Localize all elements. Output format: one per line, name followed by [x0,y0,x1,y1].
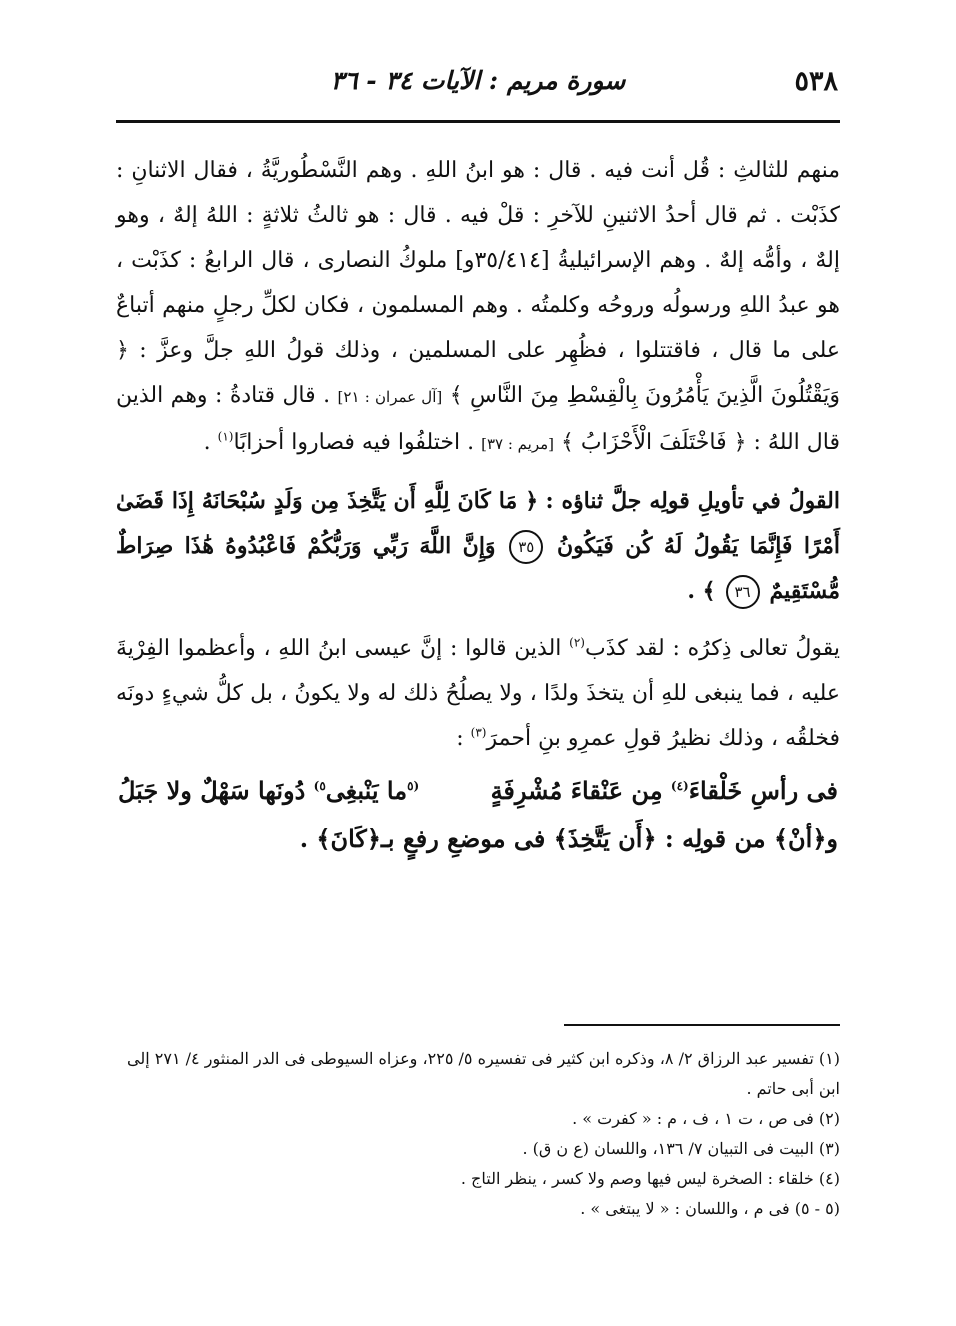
footnote-4: (٤) خلقاء : الصخرة ليس فيها وصم ولا كسر ، ينظر التاج . [460,1169,840,1188]
paragraph-verse-heading [116,479,840,614]
grammar-note: و﴿أنْ﴾ من قولِه : ﴿أَن يَتَّخِذَ﴾ فى موضعِ رفعٍ بـ﴿كَانَ﴾ . [299,824,838,853]
poem-text: فى رأسِ خَلْقاءَ [688,776,838,805]
poem-verse [116,767,840,863]
paragraph-text: . قال قتادةُ : وهم الذين قال اللهُ : ﴿ فَاخْتَلَفَ الْأَحْزَابُ ﴾ [116,383,840,455]
poem-first-hemistich [491,767,838,815]
paragraph-text: منهم للثالثِ : قُل أنت فيه . قال : هو ابنُ اللهِ . وهم النَّسْطُوريَّةُ ، فقال الاثنانِ : كذَبْت . ثم قال أحدُ الاثنينِ للآخرِ : قلْ فيه . قال : هو ثالثُ ثلاثةٍ : اللهُ إلهٌ ، وهو إلهٌ ، وأمُّه إلهٌ . وهم الإسرائيليةُ [٣٥/٤١٤و] ملوكُ النصارى ، قال الرابعُ : كذَبْت ، هو عبدُ اللهِ ورسولُه وروحُه وكلمتُه . وهم المسلمون ، فكان لكلِّ رجلٍ منهم أتباعٌ على ما قال ، فاقتتلوا ، فظُهِر على المسلمين ، وذلك قولُ اللهِ جلَّ وعزَّ : ﴿ وَيَقْتُلُونَ الَّذِينَ يَأْمُرُونَ بِالْقِسْطِ مِنَ النَّاسِ ﴾ [116,158,841,408]
verse-number-badge: ٣٦ [726,575,760,609]
poem-followup-line [116,815,840,863]
section-heading: القولُ في تأويلِ قولِه جلَّ ثناؤه : [545,488,840,514]
footnote-1: (١) تفسير عبد الرزاق ٢/ ٨، وذكره ابن كثير فى تفسيره ٥/ ٢٢٥، وعزاه السيوطى فى الدر المنثور ٤/ ٢٧١ إلى ابن أبى حاتم . [127,1049,840,1098]
footnote-marker: (٣) [470,725,487,740]
footnote-marker: (٤) [670,779,689,793]
paragraph-text: الذين قالوا : إنَّ عيسى ابنُ اللهِ ، وأعظموا الفِرْيةَ عليه ، فما ينبغى للهِ أن يتخذَ ولدًا ، ولا يصلُحُ ذلك له ولا يكونُ ، بل كلُّ شيءٍ دونَه فخلقُه ، وذلك نظيرُ قولِ عمرِو بنِ أحمرَ [116,636,840,751]
main-text [116,148,840,863]
poem-line [116,767,840,815]
paragraph-text: . اختلفُوا فيه فصاروا أحزابًا [233,430,475,455]
footnote-marker: ٥) [313,779,326,793]
paragraph-commentary-2 [116,626,840,761]
verse-number-badge: ٣٥ [509,530,543,564]
footnote-5: (٥ - ٥) فى م ، واللسان : « لا يبتغى » . [580,1199,840,1218]
punctuation: . [203,430,218,455]
poem-text: مِن عَنْقاءَ مُشْرِفَةٍ [490,776,671,805]
poem-text: دُونَها سَهْلٌ ولا جَبَلُ [118,776,314,805]
page-header [118,66,838,110]
running-title: سورة مريم : الآيات ٣٤ - ٣٦ [330,66,626,95]
footnote-2: (٢) فى ص ، ت ١ ، ف ، م : « كفرت » . [572,1109,840,1128]
footnote-marker: (١) [217,429,234,444]
quran-verse-36: وَإِنَّ اللَّهَ رَبِّي وَرَبُّكُمْ فَاعْبُدُوهُ هَٰذَا صِرَاطٌ مُّسْتَقِيمٌ [116,533,840,604]
quran-verse-35: ﴿ مَا كَانَ لِلَّهِ أَن يَتَّخِذَ مِن وَلَدٍ سُبْحَانَهُ إِذَا قَضَىٰ أَمْرًا فَإِنَّمَا يَقُولُ لَهُ كُن فَيَكُونُ [116,488,840,559]
footnote-marker: (٢) [569,635,585,650]
verse-close: ﴾ . [687,578,716,604]
footnote-marker: (٥ [407,779,420,793]
paragraph-text: يقولُ تعالى ذِكرُه : لقد كذَب [584,636,840,661]
page-number: ٥٣٨ [794,66,838,97]
paragraph-commentary-1 [116,148,840,467]
quran-reference: [آل عمران : ٢١] [337,388,443,406]
footnote-divider [564,1024,840,1026]
quran-reference: [مريم : ٣٧] [481,435,554,453]
punctuation: : [456,726,471,751]
poem-second-hemistich [118,767,419,815]
footnote-3: (٣) البيت فى التبيان ٧/ ١٣٦، واللسان (ع ن ق) . [522,1139,840,1158]
poem-text: ما يَنْبغِى [325,776,408,805]
header-divider [116,120,840,123]
footnotes [116,1044,840,1224]
